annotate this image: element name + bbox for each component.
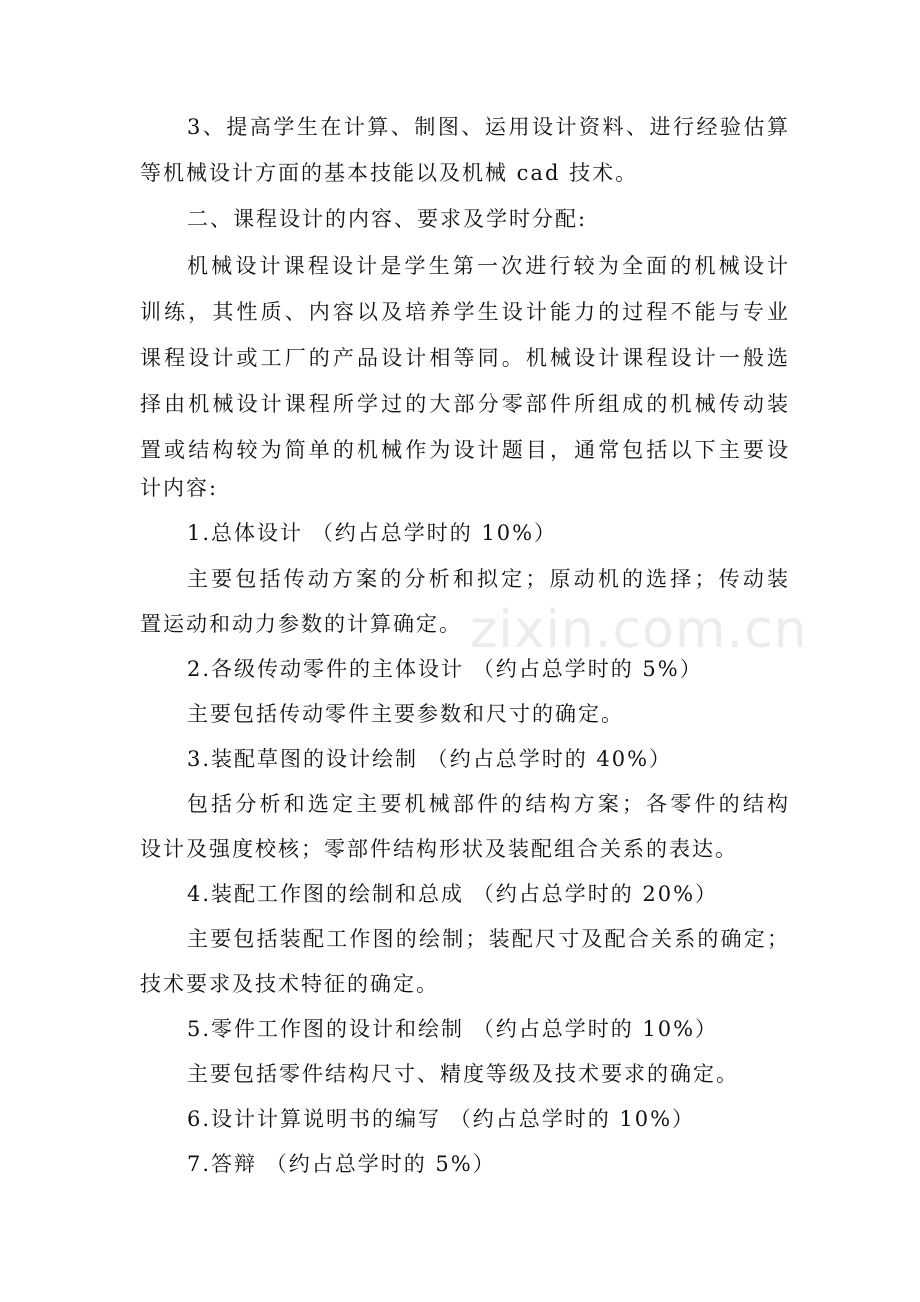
paragraph-line: 课程设计或工厂的产品设计相等同。机械设计课程设计一般选	[140, 346, 790, 370]
paragraph-line: 3、提高学生在计算、制图、运用设计资料、进行经验估算	[187, 115, 790, 139]
list-item-heading: 1.总体设计 （约占总学时的 10%）	[187, 521, 558, 545]
paragraph-line: 主要包括零件结构尺寸、精度等级及技术要求的确定。	[187, 1062, 739, 1086]
list-item-heading: 2.各级传动零件的主体设计 （约占总学时的 5%）	[187, 657, 703, 681]
section-heading: 二、课程设计的内容、要求及学时分配:	[187, 207, 588, 231]
paragraph-line: 置或结构较为简单的机械作为设计题目，通常包括以下主要设	[140, 438, 790, 462]
list-item-heading: 7.答辩 （约占总学时的 5%）	[187, 1152, 496, 1176]
paragraph-line: 设计及强度校核；零部件结构形状及装配组合关系的表达。	[140, 837, 738, 861]
paragraph-line: 训练，其性质、内容以及培养学生设计能力的过程不能与专业	[140, 300, 790, 324]
paragraph-line: 计内容:	[140, 476, 219, 500]
paragraph-line: 技术要求及技术特征的确定。	[140, 972, 439, 996]
paragraph-line: 机械设计课程设计是学生第一次进行较为全面的机械设计	[187, 254, 790, 278]
paragraph-line: 包括分析和选定主要机械部件的结构方案；各零件的结构	[187, 792, 790, 816]
paragraph-line: 主要包括传动零件主要参数和尺寸的确定。	[187, 702, 624, 726]
paragraph-line: 主要包括装配工作图的绘制；装配尺寸及配合关系的确定；	[187, 927, 790, 951]
paragraph-line: 置运动和动力参数的计算确定。	[140, 612, 462, 636]
paragraph-line: 等机械设计方面的基本技能以及机械 cad 技术。	[140, 161, 639, 185]
paragraph-line: 择由机械设计课程所学过的大部分零部件所组成的机械传动装	[140, 392, 790, 416]
paragraph-line: 主要包括传动方案的分析和拟定；原动机的选择；传动装	[187, 567, 790, 591]
list-item-heading: 5.零件工作图的设计和绘制 （约占总学时的 10%）	[187, 1017, 719, 1041]
watermark: zixin.com.cn	[470, 600, 808, 660]
list-item-heading: 3.装配草图的设计绘制 （约占总学时的 40%）	[187, 747, 673, 771]
list-item-heading: 4.装配工作图的绘制和总成 （约占总学时的 20%）	[187, 882, 719, 906]
list-item-heading: 6.设计计算说明书的编写 （约占总学时的 10%）	[187, 1107, 696, 1131]
